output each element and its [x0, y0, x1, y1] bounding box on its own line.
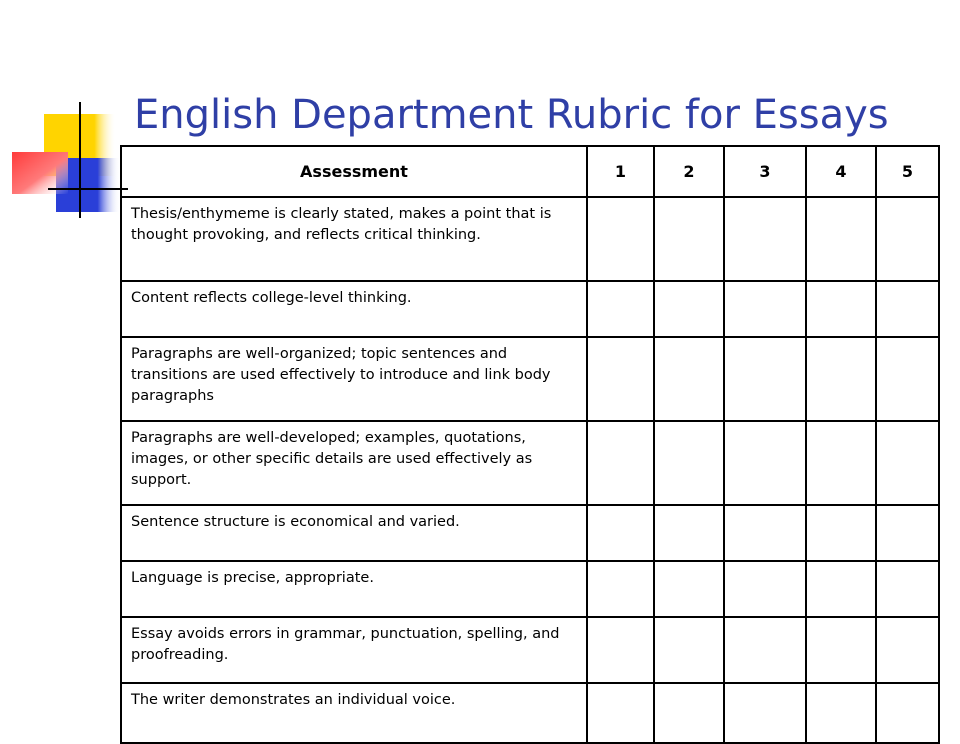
score-cell-2 — [654, 197, 724, 281]
score-cell-5 — [876, 561, 939, 617]
criterion-cell: Content reflects college-level thinking. — [121, 281, 587, 337]
table-row — [121, 505, 939, 561]
score-cell-2 — [654, 281, 724, 337]
score-cell-2 — [654, 337, 724, 421]
header-score-2: 2 — [654, 146, 724, 197]
criterion-cell: The writer demonstrates an individual voice. — [121, 683, 587, 743]
score-cell-2 — [654, 421, 724, 505]
header-assessment: Assessment — [121, 146, 587, 197]
score-cell-5 — [876, 197, 939, 281]
header-score-1: 1 — [587, 146, 654, 197]
table-row — [121, 683, 939, 743]
score-cell-1 — [587, 421, 654, 505]
score-cell-4 — [806, 337, 876, 421]
criterion-cell: Essay avoids errors in grammar, punctuation, spelling, and proofreading. — [121, 617, 587, 683]
score-cell-1 — [587, 683, 654, 743]
score-cell-3 — [724, 337, 806, 421]
table-row — [121, 561, 939, 617]
score-cell-1 — [587, 281, 654, 337]
table-row — [121, 337, 939, 421]
table-row — [121, 617, 939, 683]
score-cell-3 — [724, 561, 806, 617]
score-cell-4 — [806, 197, 876, 281]
score-cell-4 — [806, 421, 876, 505]
rubric-table — [120, 145, 940, 744]
score-cell-5 — [876, 421, 939, 505]
red-square — [12, 152, 68, 194]
criterion-cell: Paragraphs are well-developed; examples, quotations, images, or other specific details are used effectively as support. — [121, 421, 587, 505]
score-cell-5 — [876, 505, 939, 561]
table-row — [121, 197, 939, 281]
score-cell-2 — [654, 683, 724, 743]
score-cell-3 — [724, 197, 806, 281]
score-cell-2 — [654, 505, 724, 561]
score-cell-4 — [806, 561, 876, 617]
criterion-cell: Language is precise, appropriate. — [121, 561, 587, 617]
score-cell-5 — [876, 337, 939, 421]
header-row — [121, 146, 939, 197]
criterion-cell: Thesis/enthymeme is clearly stated, makes a point that is thought provoking, and reflects critical thinking. — [121, 197, 587, 281]
score-cell-5 — [876, 683, 939, 743]
score-cell-3 — [724, 617, 806, 683]
score-cell-1 — [587, 197, 654, 281]
score-cell-2 — [654, 561, 724, 617]
header-score-3: 3 — [724, 146, 806, 197]
score-cell-2 — [654, 617, 724, 683]
score-cell-4 — [806, 281, 876, 337]
score-cell-1 — [587, 505, 654, 561]
header-score-4: 4 — [806, 146, 876, 197]
score-cell-1 — [587, 561, 654, 617]
header-score-5: 5 — [876, 146, 939, 197]
score-cell-5 — [876, 281, 939, 337]
table-row — [121, 281, 939, 337]
score-cell-1 — [587, 337, 654, 421]
score-cell-4 — [806, 683, 876, 743]
score-cell-3 — [724, 505, 806, 561]
score-cell-3 — [724, 281, 806, 337]
score-cell-3 — [724, 683, 806, 743]
page-title: English Department Rubric for Essays — [134, 92, 889, 138]
score-cell-4 — [806, 505, 876, 561]
table-row — [121, 421, 939, 505]
score-cell-5 — [876, 617, 939, 683]
score-cell-3 — [724, 421, 806, 505]
score-cell-1 — [587, 617, 654, 683]
criterion-cell: Sentence structure is economical and varied. — [121, 505, 587, 561]
criterion-cell: Paragraphs are well-organized; topic sentences and transitions are used effectively to introduce and link body paragraphs — [121, 337, 587, 421]
decorative-squares-graphic — [0, 0, 130, 230]
score-cell-4 — [806, 617, 876, 683]
